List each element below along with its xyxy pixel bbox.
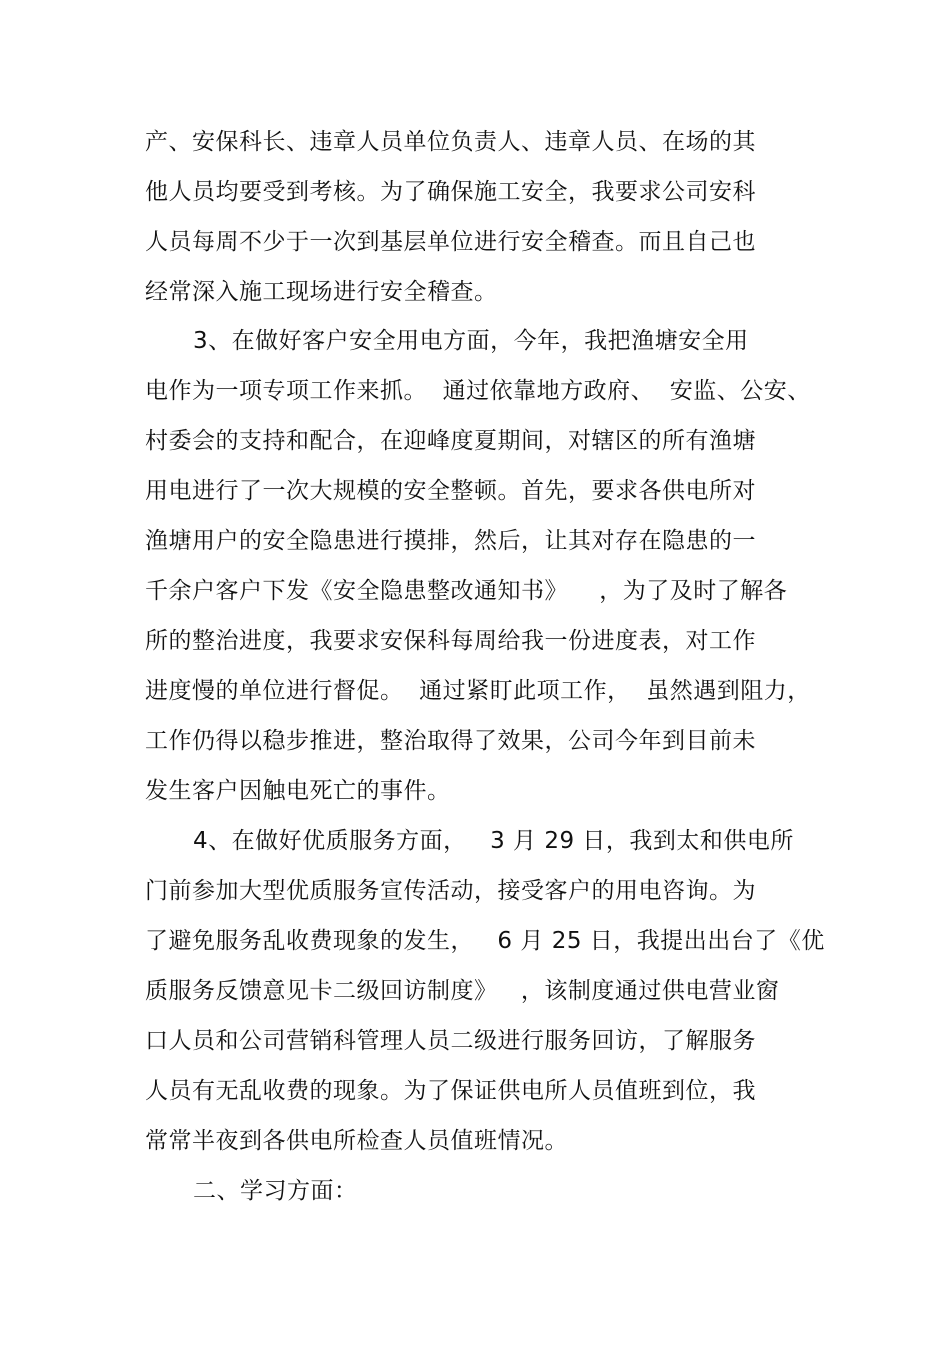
text-line: 他人员均要受到考核。为了确保施工安全，我要求公司安科 (145, 179, 756, 205)
text-line: 3、在做好客户安全用电方面，今年，我把渔塘安全用 (193, 328, 749, 354)
text-line: 产、安保科长、违章人员单位负责人、违章人员、在场的其 (145, 129, 756, 155)
text-line: 了避免服务乱收费现象的发生， 6 月 25 日，我提出出台了《优 (145, 928, 825, 954)
text-line: 所的整治进度，我要求安保科每周给我一份进度表，对工作 (145, 628, 756, 654)
text-line: 口人员和公司营销科管理人员二级进行服务回访，了解服务 (145, 1028, 756, 1054)
text-line: 门前参加大型优质服务宣传活动，接受客户的用电咨询。为 (145, 878, 756, 904)
text-line: 村委会的支持和配合，在迎峰度夏期间，对辖区的所有渔塘 (145, 428, 756, 454)
text-line: 人员有无乱收费的现象。为了保证供电所人员值班到位，我 (145, 1078, 756, 1104)
text-line: 千余户客户下发《安全隐患整改通知书》 ，为了及时了解各 (145, 578, 788, 604)
text-line: 渔塘用户的安全隐患进行摸排，然后，让其对存在隐患的一 (145, 528, 756, 554)
text-line: 工作仍得以稳步推进，整治取得了效果，公司今年到目前未 (145, 728, 756, 754)
text-line: 常常半夜到各供电所检查人员值班情况。 (145, 1128, 568, 1154)
text-line: 质服务反馈意见卡二级回访制度》 ，该制度通过供电营业窗 (145, 978, 780, 1004)
text-line: 人员每周不少于一次到基层单位进行安全稽查。而且自己也 (145, 229, 756, 255)
text-line: 经常深入施工现场进行安全稽查。 (145, 279, 498, 305)
text-line: 电作为一项专项工作来抓。 通过依靠地方政府、 安监、公安、 (145, 378, 811, 404)
text-line: 用电进行了一次大规模的安全整顿。首先，要求各供电所对 (145, 478, 756, 504)
text-line: 4、在做好优质服务方面， 3 月 29 日，我到太和供电所 (193, 828, 794, 854)
text-line: 发生客户因触电死亡的事件。 (145, 778, 451, 804)
text-line: 进度慢的单位进行督促。 通过紧盯此项工作， 虽然遇到阻力， (145, 678, 811, 704)
section-heading: 二、学习方面： (193, 1178, 358, 1204)
